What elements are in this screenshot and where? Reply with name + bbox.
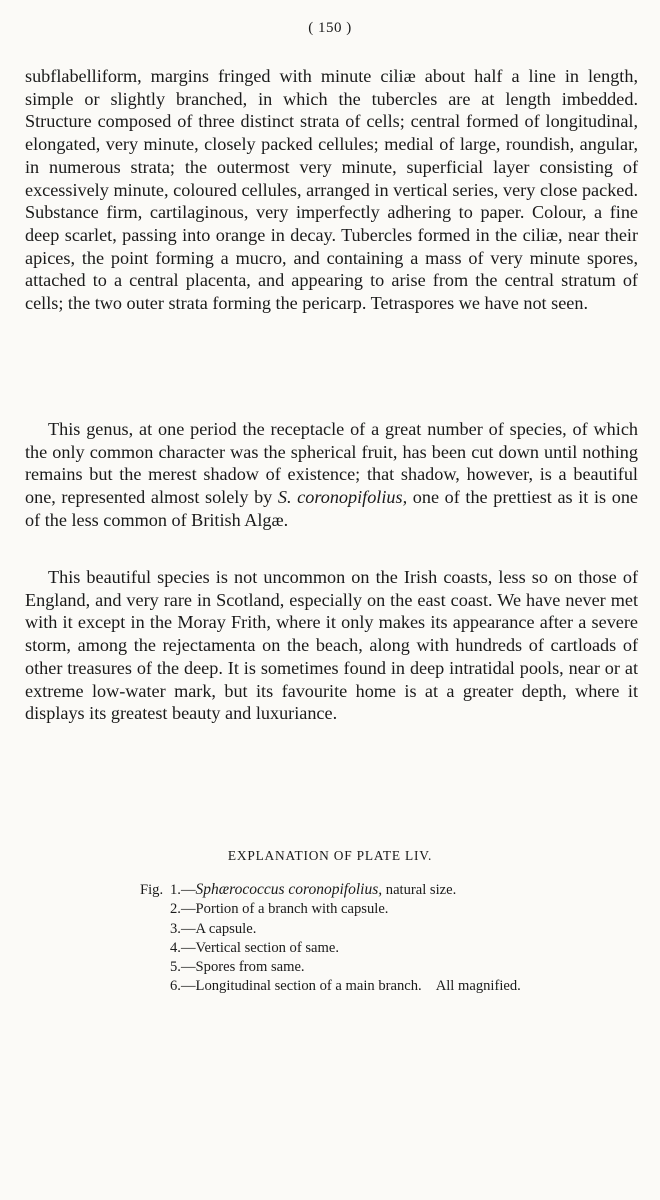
- fig-caption: A capsule.: [195, 920, 257, 937]
- fig-number: 5.: [170, 959, 181, 976]
- fig-number: 4.: [170, 939, 181, 956]
- fig-caption: natural size.: [385, 882, 457, 898]
- genus-text-end: one of the prettiest as it is one of the less common of British Algæ.: [25, 487, 638, 530]
- fig-caption: Longitudinal section of a main branch.: [195, 978, 422, 995]
- paragraph-genus: [25, 418, 638, 532]
- figure-item: 5.—Spores from same.: [140, 958, 640, 977]
- fig-prefix: Fig.: [140, 882, 164, 898]
- figure-item: 6.—Longitudinal section of a main branch. All magnified.: [140, 977, 640, 996]
- figure-list: [140, 880, 640, 997]
- fig-number: 6.: [170, 978, 181, 995]
- fig-number: 1.: [170, 882, 181, 898]
- page-number: ( 150 ): [308, 20, 352, 36]
- genus-text-start: This genus, at one period the receptacle of a great number of species, of which the only common character was the spherical fruit, has been cut down until nothing remains but the merest shadow of existence; that shadow, however, is a beautiful one, represented almost solely by: [25, 419, 638, 508]
- fig-magnification-note: All magnified.: [435, 978, 521, 995]
- figure-item: 2.—Portion of a branch with capsule.: [140, 900, 640, 919]
- paragraph-description: subflabelliform, margins fringed with minute ciliæ about half a line in length, simple or slightly branched, in which the tubercles are at length imbedded. Structure composed of three distinct strata of cells; central formed of longitudinal, elongated, very minute, closely packed cellules; medial of large, roundish, angular, in numerous strata; the outermost very minute, superficial layer consisting of excessively minute, coloured cellules, arranged in vertical series, very close packed. Substance firm, cartilaginous, very imperfectly adhering to paper. Colour, a fine deep scarlet, passing into orange in decay. Tubercles formed in the ciliæ, near their apices, the point forming a mucro, and containing a mass of very minute spores, attached to a central placenta, and appearing to arise from the central stratum of cells; the two outer strata forming the pericarp. Tetraspores we have not seen.: [25, 66, 638, 314]
- figure-item: Fig. 1.—Sphærococcus coronopifolius, natural size.: [140, 880, 640, 900]
- fig-caption: Spores from same.: [195, 959, 305, 976]
- figure-item: 4.—Vertical section of same.: [140, 939, 640, 958]
- plate-explanation-heading: EXPLANATION OF PLATE LIV.: [227, 848, 433, 863]
- fig-number: 2.: [170, 901, 181, 918]
- fig-caption: Portion of a branch with capsule.: [195, 901, 389, 918]
- figure-item: 3.—A capsule.: [140, 920, 640, 939]
- fig-number: 3.: [170, 920, 181, 937]
- species-name: S. coronopifolius,: [277, 487, 408, 508]
- paragraph-distribution: This beautiful species is not uncommon on the Irish coasts, less so on those of England, and very rare in Scotland, especially on the east coast. We have never met with it except in the Moray Frith, where it only makes its appearance after a severe storm, among the rejectamenta on the beach, along with hundreds of cartloads of other treasures of the deep. It is sometimes found in deep intratidal pools, near or at extreme low-water mark, but its favourite home is at a greater depth, where it displays its greatest beauty and luxuriance.: [25, 567, 638, 724]
- fig-caption: Vertical section of same.: [195, 939, 339, 956]
- fig-species-name: Sphærococcus coronopifolius,: [195, 881, 383, 898]
